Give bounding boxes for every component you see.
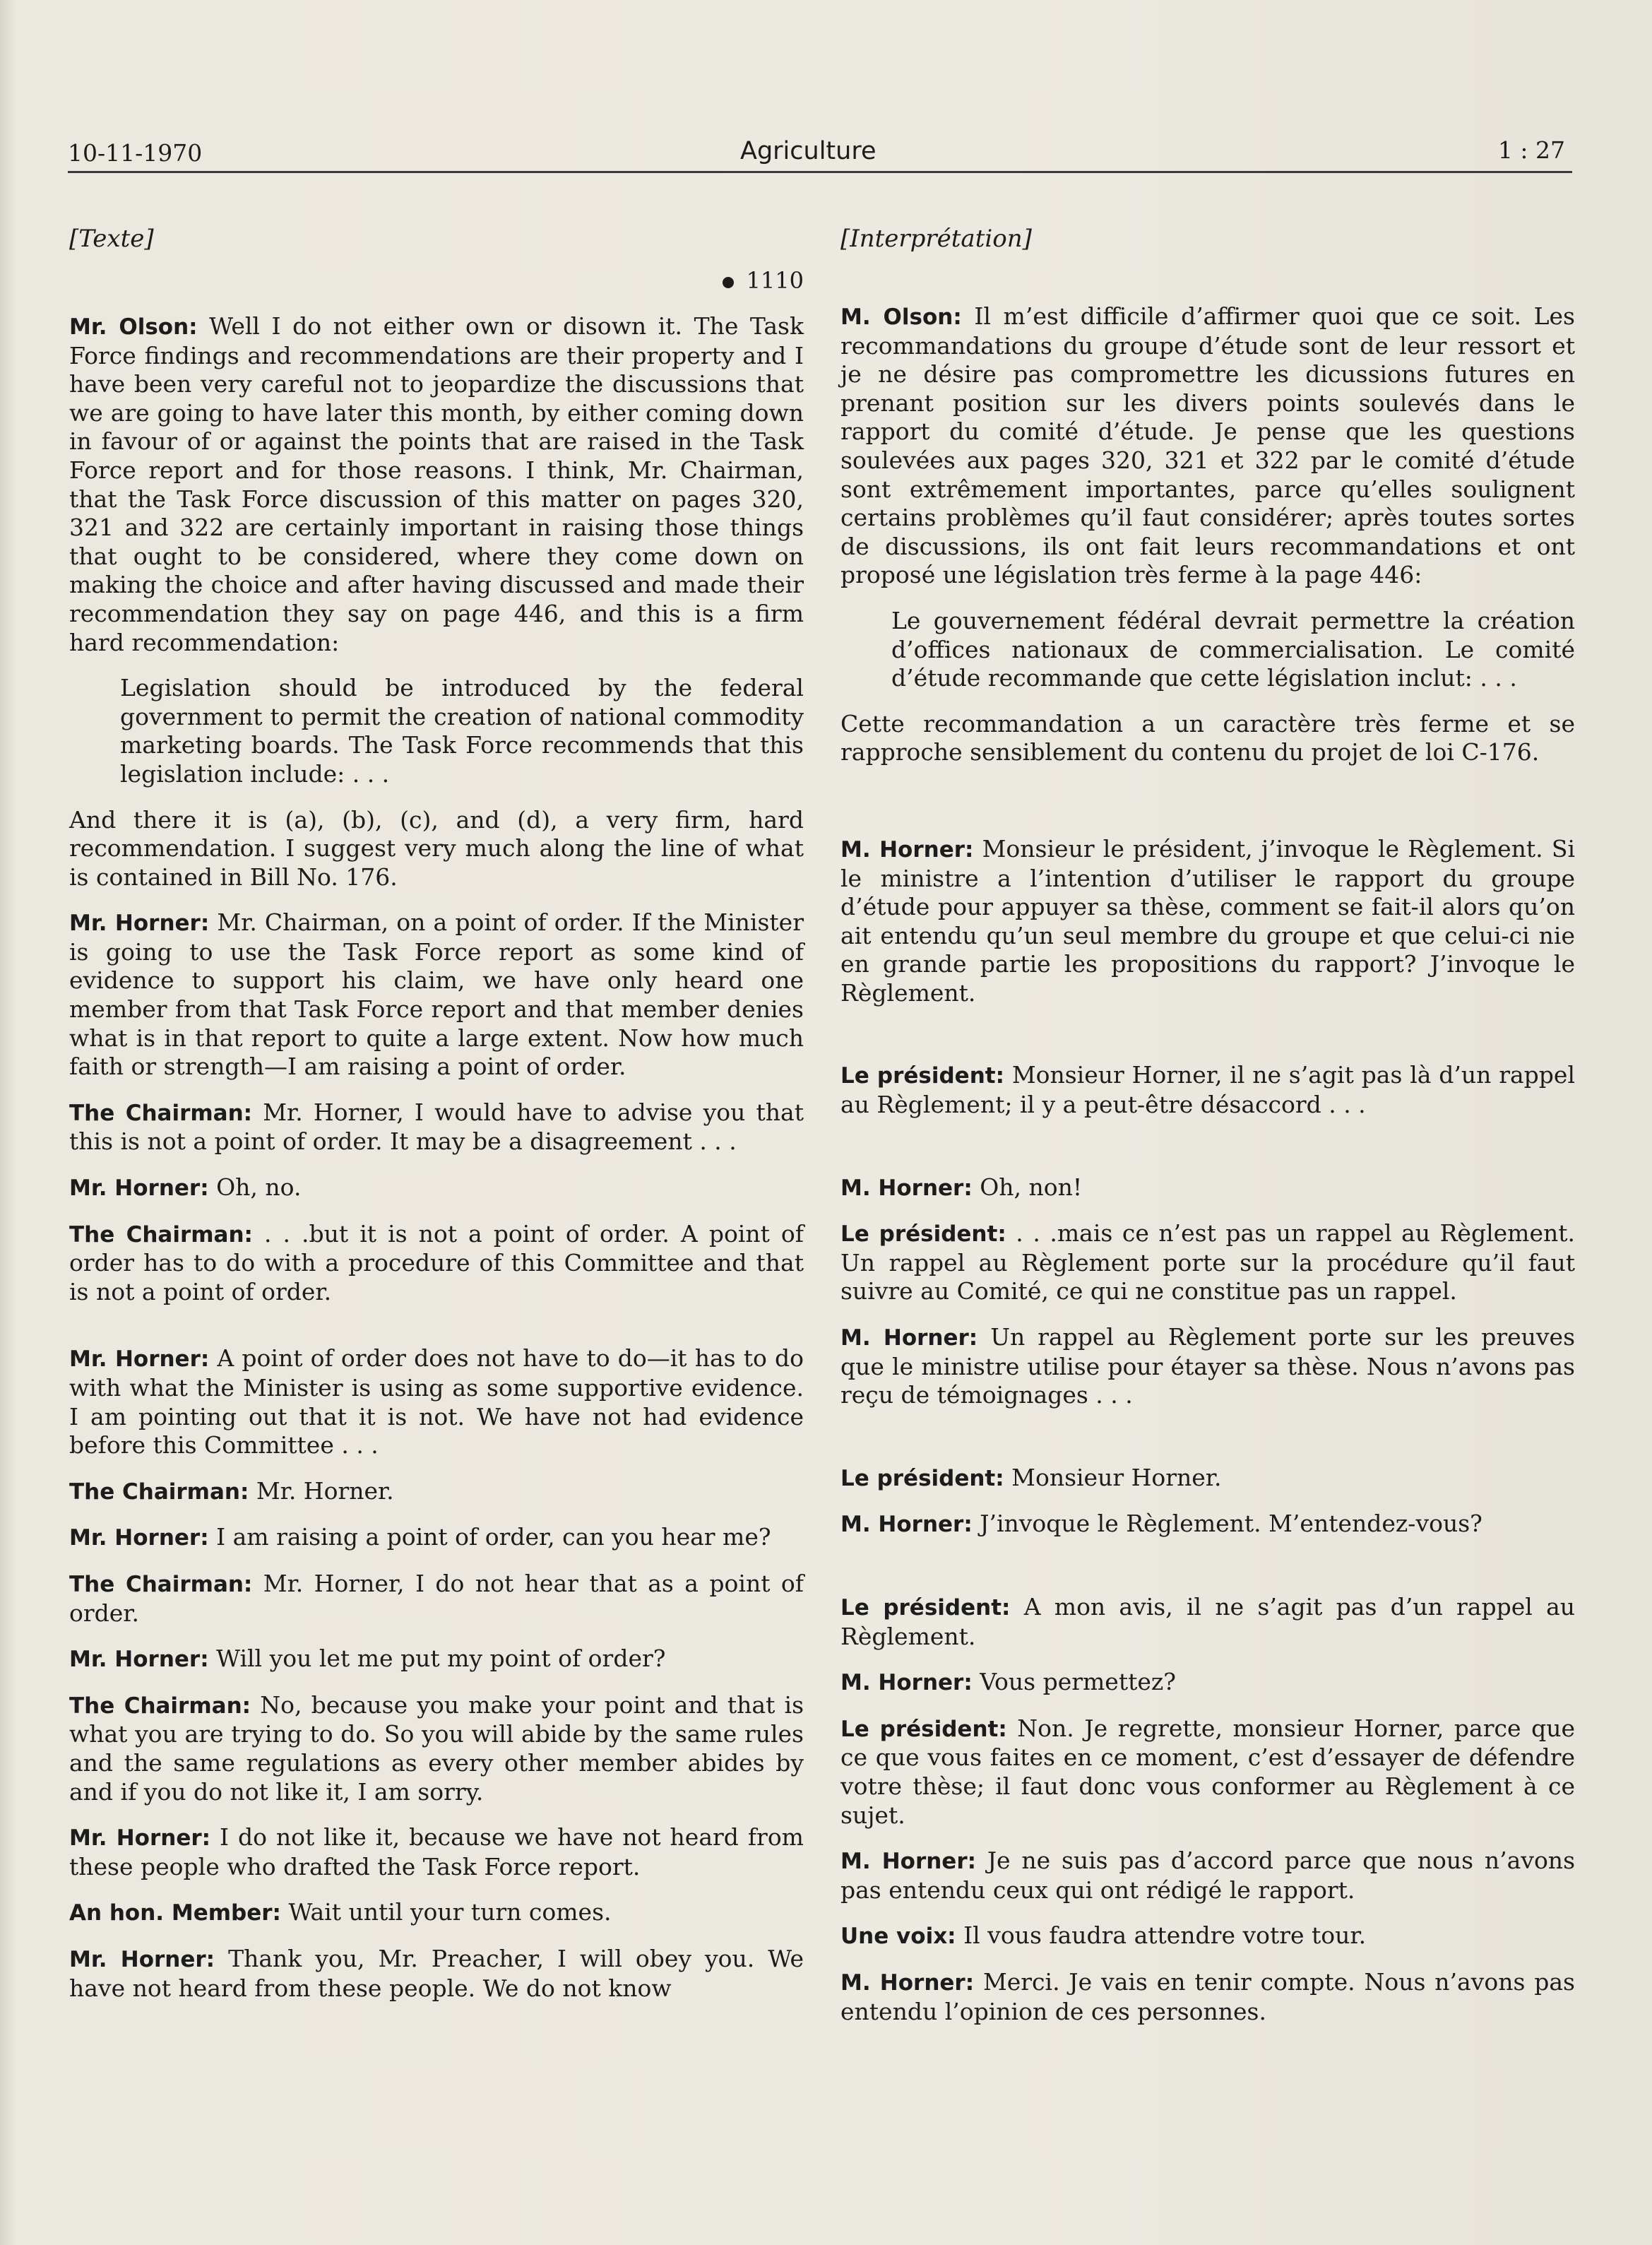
spacer <box>69 1323 804 1344</box>
paragraph-text: And there it is (a), (b), (c), and (d), a very firm, hard recommendation. I suggest very much along the line of what is contained in Bill No. 176. <box>69 805 804 891</box>
paragraph-text: Cette recommandation a un caractère très ferme et se rapproche sensiblement du contenu du projet de loi C-176. <box>840 709 1575 766</box>
speaker: M. Horner: <box>840 836 974 863</box>
header-title: Agriculture <box>740 137 876 165</box>
paragraph <box>840 1847 1575 1905</box>
paragraph-text: Will you let me put my point of order? <box>216 1645 666 1673</box>
paragraph <box>840 835 1575 1008</box>
paragraph <box>69 1645 804 1674</box>
paragraph <box>840 710 1575 767</box>
english-column <box>69 225 804 2020</box>
paragraph <box>840 1510 1575 1539</box>
paragraph <box>840 1921 1575 1951</box>
paragraph-text: I am raising a point of order, can you hear me? <box>216 1523 771 1551</box>
speaker: M. Horner: <box>840 1969 975 1996</box>
paragraph <box>840 1968 1575 2026</box>
paragraph-text: Je ne suis pas d’accord parce que nous n’avons pas entendu ceux qui ont rédigé le rapport. <box>840 1847 1575 1904</box>
speaker: The Chairman: <box>69 1221 253 1248</box>
speaker: M. Horner: <box>840 1849 977 1875</box>
paragraph-text: Thank you, Mr. Preacher, I will obey you. We have not heard from these people. We do not know <box>69 1944 804 2002</box>
paragraph <box>69 1523 804 1553</box>
paragraph <box>840 1464 1575 1493</box>
paragraph <box>69 1098 804 1156</box>
paragraph <box>69 806 804 892</box>
speaker: The Chairman: <box>69 1571 253 1597</box>
speaker: The Chairman: <box>69 1100 253 1126</box>
speaker: M. Olson: <box>840 304 962 330</box>
paragraph-text: No, because you make your point and that is what you are trying to do. So you will abide by the same rules and the same regulations as every other member abides by and if you do not like it, I am sorry. <box>69 1690 804 1806</box>
paragraph-text: Non. Je regrette, monsieur Horner, parce que ce que vous faites en ce moment, c’est d’essayer de défendre votre thèse; il faut donc vous conformer au Règlement à ce sujet. <box>840 1714 1575 1829</box>
paragraph <box>840 1714 1575 1830</box>
paragraph-text: A mon avis, il ne s’agit pas d’un rappel au Règlement. <box>840 1593 1575 1650</box>
speaker: An hon. Member: <box>69 1900 281 1926</box>
paragraph-text: . . .but it is not a point of order. A point of order has to do with a procedure of this Committee and that is not a point of order. <box>69 1219 804 1305</box>
paragraph <box>840 1593 1575 1651</box>
paragraph-text: . . .mais ce n’est pas un rappel au Règlement. Un rappel au Règlement porte sur la procédure qu’il faut suivre au Comité, ce qui ne constitue pas un rappel. <box>840 1219 1575 1305</box>
paragraph <box>69 1898 804 1928</box>
timestamp-value: 1110 <box>746 267 804 294</box>
paragraph-text: Monsieur Horner. <box>1011 1463 1222 1491</box>
speaker: Mr. Horner: <box>69 911 210 937</box>
speaker: M. Horner: <box>840 1670 973 1696</box>
spacer <box>840 1024 1575 1061</box>
speaker: Le président: <box>840 1465 1004 1491</box>
paragraph <box>69 1691 804 1806</box>
paragraph-text: Mr. Horner, I would have to advise you that this is not a point of order. It may be a disagreement . . . <box>69 1098 804 1156</box>
speaker: Mr. Horner: <box>69 1175 209 1202</box>
paragraph-text: Monsieur Horner, il ne s’agit pas là d’un rappel au Règlement; il y a peut-être désaccord . . . <box>840 1061 1576 1119</box>
speaker: M. Horner: <box>840 1175 973 1201</box>
paragraph-text: Wait until your turn comes. <box>288 1898 612 1926</box>
paragraph <box>69 1823 804 1881</box>
paragraph-text: A point of order does not have to do—it has to do with what the Minister is using as some supportive evidence. I am pointing out that it is not. We have not had evidence before this Committee . . . <box>69 1344 804 1459</box>
speaker: Mr. Horner: <box>69 1946 215 1972</box>
speaker: The Chairman: <box>69 1693 251 1719</box>
paragraph-text: Le gouvernement fédéral devrait permettre la création d’offices nationaux de commercialisation. Le comité d’étude recommande que cette législation inclut: . . . <box>891 606 1575 692</box>
paragraph-text: Mr. Horner. <box>256 1476 394 1505</box>
paragraph-text: Well I do not either own or disown it. The Task Force findings and recommendations are their property and I have been very careful not to jeopardize the discussions that we are going to have later this month, by either coming down in favour of or against the points that are raised in the Task Force report and for those reasons. I think, Mr. Chairman, that the Task Force discussion of this matter on pages 320, 321 and 322 are certainly important in raising those things that ought to be considered, where they come down on making the choice and after having discussed and made their recommendation they say on page 446, and this is a firm hard recommendation: <box>69 312 804 656</box>
paragraph-text: Monsieur le président, j’invoque le Règlement. Si le ministre a l’intention d’utiliser le rapport du groupe d’étude pour appuyer sa thèse, comment se fait-il alors qu’on ait entendu qu’un seul membre du groupe et que celui-ci nie en grande partie les propositions du rapport? J’invoque le Règlement. <box>840 834 1575 1007</box>
speaker: Le président: <box>840 1221 1006 1248</box>
speaker: Mr. Horner: <box>69 1825 211 1852</box>
paragraph-text: Oh, non! <box>980 1173 1083 1201</box>
paragraph-text: Vous permettez? <box>980 1668 1176 1696</box>
paragraph-text: Merci. Je vais en tenir compte. Nous n’avons pas entendu l’opinion de ces personnes. <box>840 1967 1575 2025</box>
block-quote <box>891 607 1575 693</box>
paragraph <box>840 1323 1575 1410</box>
speaker: M. Horner: <box>840 1512 973 1538</box>
speaker: The Chairman: <box>69 1479 249 1505</box>
header-date: 10-11-1970 <box>68 139 203 167</box>
speaker: Mr. Olson: <box>69 314 198 340</box>
french-column <box>840 225 1575 2043</box>
paragraph <box>69 908 804 1082</box>
speaker: Le président: <box>840 1595 1011 1621</box>
paragraph-text: Oh, no. <box>216 1173 302 1202</box>
spacer <box>840 784 1575 835</box>
paragraph <box>69 1173 804 1203</box>
paragraph <box>840 1061 1575 1119</box>
paragraph <box>840 302 1575 590</box>
spacer <box>840 1427 1575 1464</box>
speaker: Mr. Horner: <box>69 1346 210 1373</box>
spacer <box>840 1137 1575 1173</box>
paragraph-text: I do not like it, because we have not heard from these people who drafted the Task Force report. <box>69 1823 804 1880</box>
header-page-number: 1 : 27 <box>1497 136 1565 164</box>
speaker: Le président: <box>840 1063 1004 1089</box>
paragraph <box>840 1173 1575 1203</box>
speaker: Une voix: <box>840 1924 956 1950</box>
paragraph-text: Mr. Chairman, on a point of order. If the Minister is going to use the Task Force report as some kind of evidence to support his claim, we have only heard one member from that Task Force report and that member denies what is in that report to quite a large extent. Now how much faith or strength—I am raising a point of order. <box>69 908 804 1081</box>
paragraph <box>69 1945 804 2003</box>
paragraph <box>69 1220 804 1307</box>
spacer <box>840 1556 1575 1593</box>
paragraph <box>69 1570 804 1628</box>
paragraph-text: Il m’est difficile d’affirmer quoi que ce soit. Les recommandations du groupe d’étude sont de leur ressort et je ne désire pas compromettre les dicussions futures en prenant position sur les divers points soulevés dans le rapport du comité d’étude. Je pense que les questions soulevées aux pages 320, 321 et 322 par le comité d’étude sont extrêmement importantes, parce qu’elles soulignent certains problèmes qu’il faut considérer; après toutes sortes de discussions, ils ont fait leurs recommandations et ont proposé une législation très ferme à la page 446: <box>840 302 1575 589</box>
paragraph <box>840 1668 1575 1698</box>
paragraph <box>69 312 804 657</box>
paragraph-text: Un rappel au Règlement porte sur les preuves que le ministre utilise pour étayer sa thèse. Nous n’avons pas reçu de témoignages . . . <box>840 1323 1576 1409</box>
bullet-dot <box>723 277 734 288</box>
speaker: M. Horner: <box>840 1325 978 1351</box>
paragraph <box>840 1219 1575 1306</box>
paragraph-text: J’invoque le Règlement. M’entendez-vous? <box>980 1510 1482 1538</box>
paragraph-text: Il vous faudra attendre votre tour. <box>963 1921 1367 1950</box>
speaker: Mr. Horner: <box>69 1647 209 1673</box>
running-header <box>68 129 1572 173</box>
paragraph-text: Legislation should be introduced by the federal government to permit the creation of national commodity marketing boards. The Task Force recommends that this legislation include: . . . <box>120 674 804 788</box>
paragraph-text: Mr. Horner, I do not hear that as a point of order. <box>69 1569 804 1627</box>
column-heading: [Texte] <box>69 225 154 253</box>
paragraph <box>69 1477 804 1507</box>
spacer <box>840 270 1575 302</box>
paragraph <box>69 1344 804 1459</box>
column-heading: [Interprétation] <box>840 225 1032 253</box>
block-quote <box>120 674 804 788</box>
speaker: Mr. Horner: <box>69 1525 209 1551</box>
timestamp <box>69 267 804 294</box>
speaker: Le président: <box>840 1716 1007 1742</box>
